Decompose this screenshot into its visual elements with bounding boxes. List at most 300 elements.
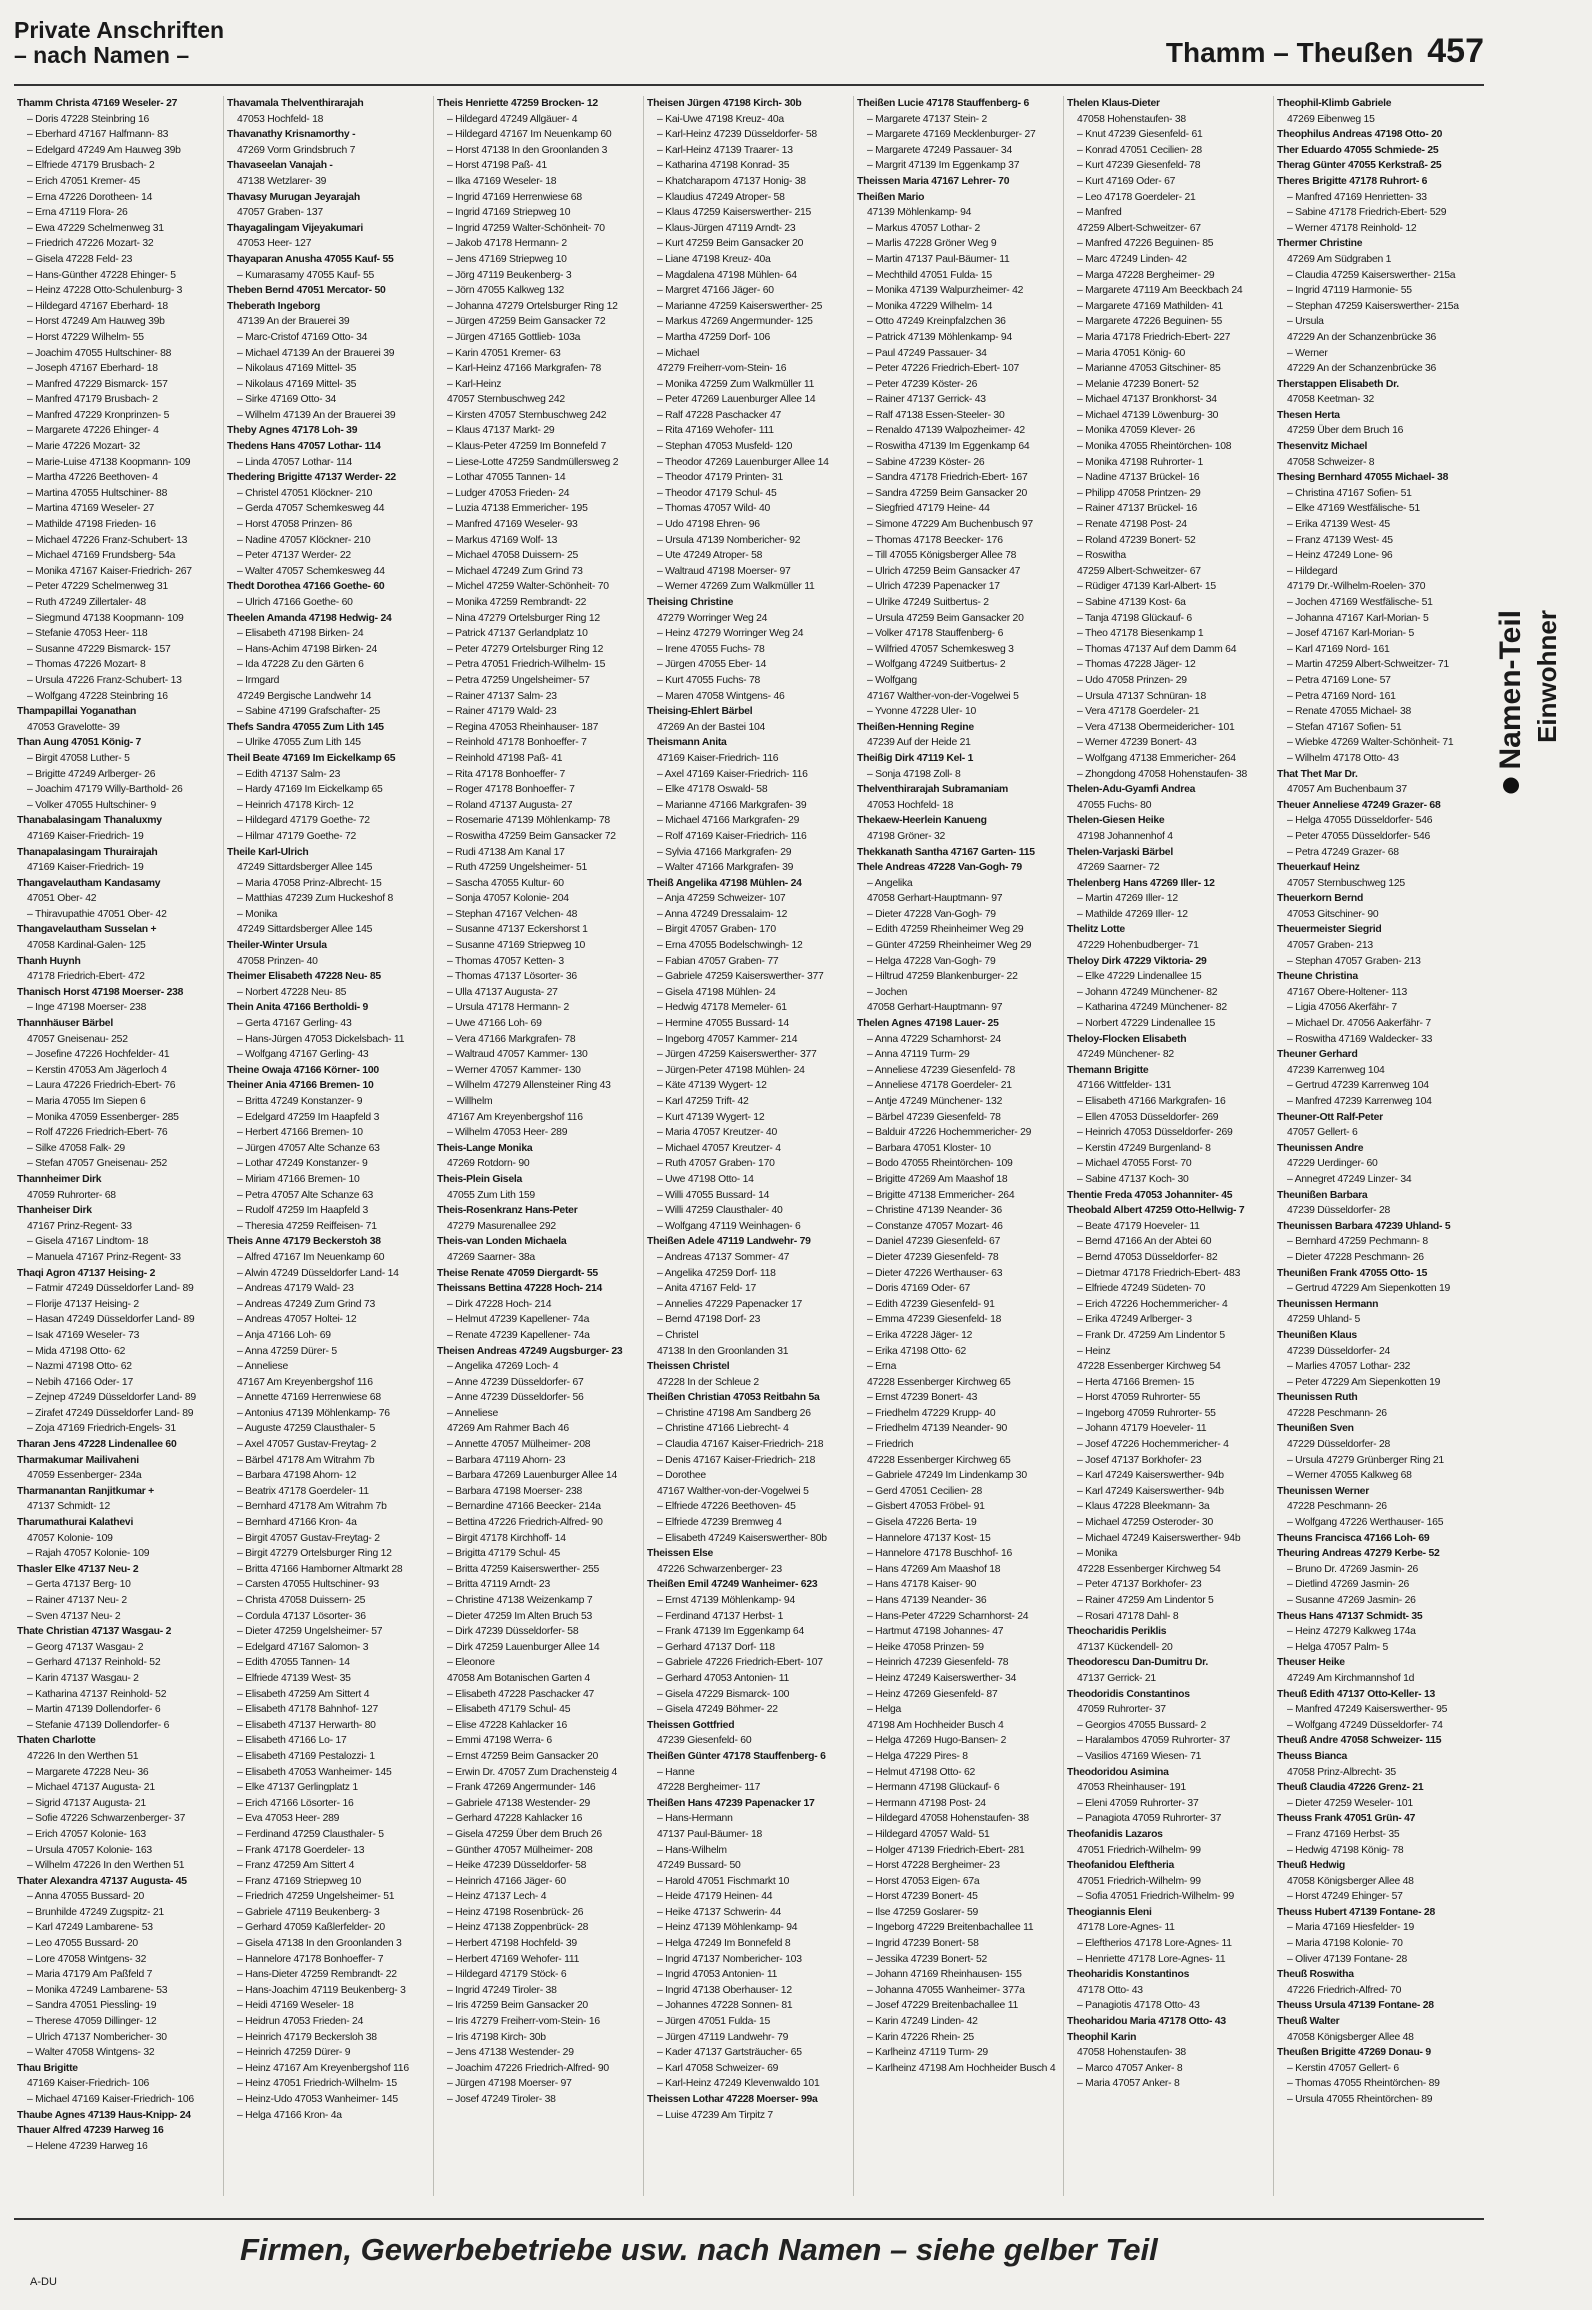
directory-entry: 47178 Lore-Agnes- 11 xyxy=(1077,1922,1175,1934)
directory-entry: – Wilhelm 47279 Allensteiner Ring 43 xyxy=(447,1080,611,1092)
directory-entry: 47269 Vorm Grindsbruch 7 xyxy=(237,144,356,156)
directory-entry: – Brunhilde 47249 Zugspitz- 21 xyxy=(27,1906,164,1918)
directory-entry: – Petra 47169 Lone- 57 xyxy=(1287,674,1391,686)
directory-entry: 47058 Königsberger Allee 48 xyxy=(1287,1875,1414,1887)
directory-entry: – Willi 47259 Clausthaler- 40 xyxy=(657,1205,783,1217)
directory-entry: – Roswitha 47169 Waldecker- 33 xyxy=(1287,1033,1433,1045)
directory-entry: 47269 Am Rahmer Bach 46 xyxy=(447,1423,569,1435)
directory-entry-surname: Theobald Albert 47259 Otto-Hellwig- 7 xyxy=(1067,1205,1245,1217)
directory-entry: – Helga 47229 Pires- 8 xyxy=(867,1750,968,1762)
directory-entry: – Nadine 47057 Klöckner- 210 xyxy=(237,534,371,546)
directory-entry: – Beate 47179 Hoeveler- 11 xyxy=(1077,1220,1200,1232)
directory-entry: 47053 Gravelotte- 39 xyxy=(27,721,120,733)
directory-entry: – Carsten 47055 Hultschiner- 93 xyxy=(237,1579,379,1591)
directory-entry: – Rita 47178 Bonhoeffer- 7 xyxy=(447,768,566,780)
directory-entry-surname: Theißen Günter 47178 Stauffenberg- 6 xyxy=(647,1750,826,1762)
directory-entry-surname: Theis Henriette 47259 Brocken- 12 xyxy=(437,98,598,109)
directory-entry: – Friedrich 47226 Mozart- 32 xyxy=(27,238,154,250)
directory-entry: – Rolf 47226 Friedrich-Ebert- 76 xyxy=(27,1127,168,1139)
directory-entry: – Lore 47058 Wintgens- 32 xyxy=(27,1953,147,1965)
directory-entry: 47138 In den Groonlanden 31 xyxy=(657,1345,789,1357)
directory-entry: – Renate 47198 Post- 24 xyxy=(1077,519,1187,531)
directory-entry: – Monika xyxy=(1077,1548,1118,1560)
directory-entry: 47169 Kaiser-Friedrich- 19 xyxy=(27,830,144,842)
directory-entry-surname: Theloy-Flocken Elisabeth xyxy=(1067,1033,1187,1045)
directory-entry: 47198 Johannenhof 4 xyxy=(1077,830,1173,842)
directory-entry: 47169 Kaiser-Friedrich- 116 xyxy=(657,752,779,764)
directory-column xyxy=(434,96,644,2196)
directory-entry: – Stephan 47259 Kaiserswerther- 215a xyxy=(1287,300,1459,312)
directory-entry: 47269 Am Südgraben 1 xyxy=(1287,253,1392,265)
directory-entry: – Marco 47057 Anker- 8 xyxy=(1077,2062,1183,2074)
directory-entry: – Horst 47228 Bergheimer- 23 xyxy=(867,1860,1000,1872)
directory-entry: – Iris 47259 Beim Gansacker 20 xyxy=(447,2000,588,2012)
directory-entry: – Kurt 47055 Fuchs- 78 xyxy=(657,674,761,686)
directory-entry: – Friedhelm 47229 Krupp- 40 xyxy=(867,1407,996,1419)
directory-entry: – Laura 47226 Friedrich-Ebert- 76 xyxy=(27,1080,176,1092)
directory-entry: – Leo 47055 Bussard- 20 xyxy=(27,1938,138,1950)
directory-entry-surname: Ther Eduardo 47055 Schmiede- 25 xyxy=(1277,144,1439,156)
directory-entry: – Alwin 47249 Düsseldorfer Land- 14 xyxy=(237,1267,399,1279)
directory-entry: – Axel 47169 Kaiser-Friedrich- 116 xyxy=(657,768,808,780)
directory-entry: – Margarete 47169 Mathilden- 41 xyxy=(1077,300,1223,312)
directory-entry: 47169 Kaiser-Friedrich- 19 xyxy=(27,862,144,874)
directory-entry: – Ingrid 47169 Striepweg 10 xyxy=(447,207,571,219)
directory-entry-surname: Theis-Rosenkranz Hans-Peter xyxy=(437,1205,578,1217)
directory-entry: – Monika 47259 Rembrandt- 22 xyxy=(447,597,587,608)
directory-entry: – Vera 47178 Goerdeler- 21 xyxy=(1077,706,1200,718)
directory-entry: 47058 Hohenstaufen- 38 xyxy=(1077,2047,1186,2059)
directory-entry: – Anna 47249 Dressalaim- 12 xyxy=(657,908,788,920)
directory-entry: – Helga 47166 Kron- 4a xyxy=(237,2109,342,2121)
directory-entry: – Horst 47138 In den Groonlanden 3 xyxy=(447,144,608,156)
directory-entry: 47058 Schweizer- 8 xyxy=(1287,456,1375,468)
directory-entry: 47058 Keetman- 32 xyxy=(1287,394,1375,406)
directory-entry: – Marlies 47057 Lothar- 232 xyxy=(1287,1361,1411,1373)
directory-entry-surname: Theby Agnes 47178 Loh- 39 xyxy=(227,425,358,437)
directory-entry: 47058 Gerhart-Hauptmann- 97 xyxy=(867,1002,1003,1014)
directory-entry: – Josef 47249 Tiroler- 38 xyxy=(447,2094,556,2105)
directory-entry: – Maren 47058 Wintgens- 46 xyxy=(657,690,785,702)
directory-entry-surname: Theißen Christian 47053 Reitbahn 5a xyxy=(647,1392,820,1404)
directory-entry: – Thiravupathie 47051 Ober- 42 xyxy=(27,908,167,920)
directory-entry: – Heinz 47249 Kaiserswerther- 34 xyxy=(867,1672,1017,1684)
directory-entry: – Karlheinz 47198 Am Hochheider Busch 4 xyxy=(867,2062,1056,2074)
directory-entry-surname: Theuns Francisca 47166 Loh- 69 xyxy=(1277,1532,1430,1544)
directory-entry: 47058 Prinzen- 40 xyxy=(237,955,318,967)
directory-entry: – Peter 47279 Ortelsburger Ring 12 xyxy=(447,643,604,655)
directory-entry: – Maria 47051 König- 60 xyxy=(1077,347,1186,359)
directory-entry: – Werner 47055 Kalkweg 68 xyxy=(1287,1470,1412,1482)
directory-entry: – Bernhard 47178 Am Witrahm 7b xyxy=(237,1501,387,1513)
directory-entry: – Denis 47167 Kaiser-Friedrich- 218 xyxy=(657,1454,816,1466)
directory-entry: – Wilfried 47057 Schemkesweg 3 xyxy=(867,643,1014,655)
directory-entry: – Margarete 47249 Passauer- 34 xyxy=(867,144,1012,156)
directory-entry: – Wolfgang 47119 Weinhagen- 6 xyxy=(657,1220,801,1232)
directory-entry: – Jürgen 47055 Eber- 14 xyxy=(657,659,767,671)
directory-entry: – Jürgen 47057 Alte Schanze 63 xyxy=(237,1142,380,1154)
directory-entry: – Barbara 47269 Lauenburger Allee 14 xyxy=(447,1470,618,1482)
directory-entry: – Anna 47119 Turm- 29 xyxy=(867,1049,970,1061)
directory-entry: – Wolfgang 47138 Emmericher- 264 xyxy=(1077,752,1236,764)
directory-entry: 47269 Saarner- 72 xyxy=(1077,862,1160,874)
directory-entry-surname: Thanisch Horst 47198 Moerser- 238 xyxy=(17,986,184,998)
directory-entry: – Johann 47249 Münchener- 82 xyxy=(1077,986,1218,998)
directory-entry: – Jörg 47119 Beukenberg- 3 xyxy=(447,269,572,281)
directory-entry: – Wolfgang 47226 Werthauser- 165 xyxy=(1287,1517,1444,1529)
directory-entry: – Klaus-Jürgen 47119 Arndt- 23 xyxy=(657,222,796,234)
directory-entry-surname: Theuß Roswitha xyxy=(1277,1969,1354,1981)
directory-entry: – Wilhelm 47178 Otto- 43 xyxy=(1287,752,1399,764)
directory-entry: – Emmi 47198 Werra- 6 xyxy=(447,1735,552,1747)
side-tab-line2 xyxy=(1494,610,1528,801)
directory-entry: – Susanne 47269 Jasmin- 26 xyxy=(1287,1595,1416,1606)
directory-entry: – Wolfgang 47167 Gerling- 43 xyxy=(237,1049,369,1061)
directory-entry: – Heinz 47249 Lone- 96 xyxy=(1287,550,1393,562)
directory-entry-surname: Theuer Anneliese 47249 Grazer- 68 xyxy=(1277,799,1441,811)
directory-entry: – Ruth 47259 Ungelsheimer- 51 xyxy=(447,862,588,874)
directory-entry: – Susanne 47229 Bismarck- 157 xyxy=(27,643,171,655)
directory-entry: – Jürgen 47165 Gottlieb- 103a xyxy=(447,331,581,343)
directory-entry: – Heinz-Udo 47053 Wanheimer- 145 xyxy=(237,2094,398,2105)
directory-entry: – Anneliese 47239 Giesenfeld- 78 xyxy=(867,1064,1015,1076)
directory-entry: – Annette 47057 Mülheimer- 208 xyxy=(447,1439,591,1451)
directory-entry: – Michael 47055 Forst- 70 xyxy=(1077,1158,1192,1170)
directory-entry-surname: Tharmanantan Ranjitkumar + xyxy=(17,1485,154,1497)
directory-entry: – Heinz 47167 Am Kreyenbergshof 116 xyxy=(237,2062,409,2074)
directory-entry-surname: Theunissen Barbara 47239 Uhland- 5 xyxy=(1277,1220,1451,1232)
directory-entry: – Ursula 47139 Nombericher- 92 xyxy=(657,534,801,546)
name-range-heading xyxy=(1166,32,1484,71)
directory-entry: – Barbara 47119 Ahorn- 23 xyxy=(447,1454,566,1466)
directory-entry: – Klaus 47259 Kaiserswerther- 215 xyxy=(657,207,812,219)
directory-entry-surname: Therstappen Elisabeth Dr. xyxy=(1277,378,1399,390)
directory-entry: – Heinz 47139 Möhlenkamp- 94 xyxy=(657,1922,798,1934)
directory-entry: – Bernhard 47259 Pechmann- 8 xyxy=(1287,1236,1428,1248)
directory-entry: – Elisabeth 47178 Bahnhof- 127 xyxy=(237,1704,378,1716)
directory-entry: 47057 Sternbuschweg 125 xyxy=(1287,877,1405,889)
directory-entry: – Elisabeth 47169 Pestalozzi- 1 xyxy=(237,1750,375,1762)
directory-entry: – Klaudius 47249 Atroper- 58 xyxy=(657,191,785,203)
directory-entry: – Sirke 47169 Otto- 34 xyxy=(237,394,337,406)
directory-entry: – Stefanie 47139 Dollendorfer- 6 xyxy=(27,1719,170,1731)
directory-entry: 47249 Sittardsberger Allee 145 xyxy=(237,924,373,936)
directory-entry: – Britta 47259 Kaiserswerther- 255 xyxy=(447,1563,600,1575)
directory-entry: – Nebih 47166 Oder- 17 xyxy=(27,1376,133,1388)
directory-entry: – Britta 47119 Arndt- 23 xyxy=(447,1579,550,1591)
directory-entry: – Thomas 47226 Mozart- 8 xyxy=(27,659,146,671)
directory-entry-surname: Theissen Lothar 47228 Moerser- 99a xyxy=(647,2094,818,2105)
directory-entry: – Helga 47249 Im Bonnefeld 8 xyxy=(657,1938,791,1950)
directory-entry: – Sonja 47198 Zoll- 8 xyxy=(867,768,961,780)
directory-entry: – Werner 47269 Zum Walkmüller 11 xyxy=(657,581,815,593)
directory-entry-surname: Thekkanath Santha 47167 Garten- 115 xyxy=(857,846,1035,858)
directory-entry: – Jens 47138 Westender- 29 xyxy=(447,2047,574,2059)
directory-entry: 47269 An der Bastei 104 xyxy=(657,721,766,733)
directory-entry: – Friedrich 47259 Ungelsheimer- 51 xyxy=(237,1891,395,1903)
directory-entry-surname: Theodorescu Dan-Dumitru Dr. xyxy=(1067,1657,1209,1669)
directory-entry: 47228 Essenberger Kirchweg 54 xyxy=(1077,1361,1221,1373)
directory-entry: – Ulrich 47166 Goethe- 60 xyxy=(237,597,353,608)
directory-entry: – Gerhard 47053 Antonien- 11 xyxy=(657,1672,790,1684)
directory-entry: – Udo 47198 Ehren- 96 xyxy=(657,519,760,531)
directory-entry: – Lothar 47249 Konstanzer- 9 xyxy=(237,1158,368,1170)
directory-entry: – Nadine 47137 Brückel- 16 xyxy=(1077,472,1200,484)
directory-entry: – Edith 47055 Tannen- 14 xyxy=(237,1657,350,1669)
directory-entry: 47239 Düsseldorfer- 28 xyxy=(1287,1205,1391,1217)
directory-entry: – Bernhard 47166 Kron- 4a xyxy=(237,1517,357,1529)
directory-entry: – Peter 47229 Am Siepenkotten 19 xyxy=(1287,1376,1441,1388)
directory-entry: – Ingeborg 47059 Ruhrorter- 55 xyxy=(1077,1407,1216,1419)
directory-entry: – Theodor 47269 Lauenburger Allee 14 xyxy=(657,456,829,468)
directory-entry: – Peter 47137 Borkhofer- 23 xyxy=(1077,1579,1202,1591)
directory-entry-surname: Theres Brigitte 47178 Ruhrort- 6 xyxy=(1277,175,1428,187)
directory-entry: – Wolfgang 47249 Suitbertus- 2 xyxy=(867,659,1006,671)
directory-entry: – Hannelore 47137 Kost- 15 xyxy=(867,1532,991,1544)
directory-entry: – Johann 47169 Rheinhausen- 155 xyxy=(867,1969,1022,1981)
directory-entry: – Dietmar 47178 Friedrich-Ebert- 483 xyxy=(1077,1267,1241,1279)
directory-entry: – Friedrich xyxy=(867,1439,914,1451)
directory-entry: – Irmgard xyxy=(237,674,280,686)
directory-entry: – Anja 47166 Loh- 69 xyxy=(237,1329,331,1341)
directory-entry: – Edith 47137 Salm- 23 xyxy=(237,768,341,780)
directory-entry: – Gisela 47138 In den Groonlanden 3 xyxy=(237,1938,402,1950)
directory-entry: – Siegmund 47138 Koopmann- 109 xyxy=(27,612,184,624)
directory-entry: – Claudia 47167 Kaiser-Friedrich- 218 xyxy=(657,1439,824,1451)
directory-entry: – Sylvia 47166 Markgrafen- 29 xyxy=(657,846,792,858)
directory-entry: – Ida 47228 Zu den Gärten 6 xyxy=(237,659,364,671)
directory-entry-surname: Theißen Emil 47249 Wanheimer- 623 xyxy=(647,1579,818,1591)
directory-entry: – Heinrich 47259 Dürer- 9 xyxy=(237,2047,351,2059)
directory-entry: – Ursula 47279 Grünberger Ring 21 xyxy=(1287,1454,1444,1466)
directory-entry: – Werner 47239 Bonert- 43 xyxy=(1077,737,1197,749)
directory-entry: – Reinhold 47198 Paß- 41 xyxy=(447,752,563,764)
directory-entry-surname: Theus Hans 47137 Schmidt- 35 xyxy=(1277,1610,1423,1622)
directory-entry: – Wilhelm 47139 An der Brauerei 39 xyxy=(237,409,396,421)
directory-entry: – Gertrud 47229 Am Siepenkotten 19 xyxy=(1287,1283,1451,1295)
directory-column xyxy=(644,96,854,2196)
directory-entry: 47059 Essenberger- 234a xyxy=(27,1470,142,1482)
directory-entry: – Hardy 47169 Im Eickelkamp 65 xyxy=(237,784,383,796)
directory-entry: 47249 Münchener- 82 xyxy=(1077,1049,1174,1061)
directory-entry: – Manuela 47167 Prinz-Regent- 33 xyxy=(27,1251,181,1263)
directory-entry-surname: Thelventhirarajah Subramaniam xyxy=(857,784,1008,796)
directory-entry: – Ingrid 47239 Bonert- 58 xyxy=(867,1938,979,1950)
directory-entry: 47259 Über dem Bruch 16 xyxy=(1287,425,1404,437)
directory-entry: – Hiltrud 47259 Blankenburger- 22 xyxy=(867,971,1018,983)
directory-entry: – Gisbert 47053 Fröbel- 91 xyxy=(867,1501,985,1513)
directory-entry: – Rita 47169 Wehofer- 111 xyxy=(657,425,774,437)
directory-entry: – Hans 47269 Am Maashof 18 xyxy=(867,1563,1001,1575)
directory-entry: – Heinz 47269 Giesenfeld- 87 xyxy=(867,1688,998,1700)
directory-entry: – Panagiotis 47178 Otto- 43 xyxy=(1077,2000,1200,2012)
directory-entry: – Heinz 47279 Kalkweg 174a xyxy=(1287,1626,1416,1638)
directory-entry: – Isak 47169 Weseler- 73 xyxy=(27,1329,140,1341)
directory-entry: – Christa 47058 Duissern- 25 xyxy=(237,1595,366,1606)
side-tab-line1: Einwohner xyxy=(1532,610,1562,743)
directory-entry: 47228 Peschmann- 26 xyxy=(1287,1407,1387,1419)
directory-entry: – Gabriele 47259 Kaiserswerther- 377 xyxy=(657,971,824,983)
directory-entry: – Erich 47057 Kolonie- 163 xyxy=(27,1828,146,1840)
name-range: Thamm – Theußen xyxy=(1165,37,1414,68)
directory-entry: – Brigitte 47269 Am Maashof 18 xyxy=(867,1173,1008,1185)
directory-entry-surname: Thate Christian 47137 Wasgau- 2 xyxy=(17,1626,172,1638)
directory-entry: – Elisabeth 47259 Am Sittert 4 xyxy=(237,1688,370,1700)
directory-entry: – Mathilde 47269 Iller- 12 xyxy=(1077,908,1188,920)
directory-entry: – Melanie 47239 Bonert- 52 xyxy=(1077,378,1199,390)
page-number: 457 xyxy=(1427,32,1484,70)
directory-entry: – Jens 47169 Striepweg 10 xyxy=(447,253,567,265)
directory-entry: – Eleni 47059 Ruhrorter- 37 xyxy=(1077,1797,1199,1809)
directory-entry: – Ralf 47138 Essen-Steeler- 30 xyxy=(867,409,1005,421)
directory-entry: – Marianne 47166 Markgrafen- 39 xyxy=(657,799,807,811)
directory-entry: 47058 Am Botanischen Garten 4 xyxy=(447,1672,590,1684)
directory-entry: – Friedhelm 47139 Neander- 90 xyxy=(867,1423,1008,1435)
directory-entry: 47055 Zum Lith 159 xyxy=(447,1189,535,1201)
directory-entry: – Norbert 47228 Neu- 85 xyxy=(237,986,347,998)
directory-entry: 47239 Giesenfeld- 60 xyxy=(657,1735,752,1747)
directory-entry: – Sofie 47226 Schwarzenberger- 37 xyxy=(27,1813,186,1825)
directory-entry: 47137 Schmidt- 12 xyxy=(27,1501,110,1513)
directory-entry: – Josef 47167 Karl-Morian- 5 xyxy=(1287,628,1414,640)
directory-entry: – Margrit 47139 Im Eggenkamp 37 xyxy=(867,160,1020,172)
directory-entry: – Hildegard 47167 Eberhard- 18 xyxy=(27,300,168,312)
directory-entry: – Margret 47166 Jäger- 60 xyxy=(657,285,774,297)
directory-entry: – Matthias 47239 Zum Huckeshof 8 xyxy=(237,893,394,905)
directory-entry-surname: Theile Karl-Ulrich xyxy=(227,846,309,858)
directory-entry: – Ulrich 47259 Beim Gansacker 47 xyxy=(867,565,1021,577)
directory-entry: – Antonius 47139 Möhlenkamp- 76 xyxy=(237,1407,390,1419)
directory-entry: – Helmut 47239 Kapellener- 74a xyxy=(447,1314,590,1326)
directory-entry: – Kumarasamy 47055 Kauf- 55 xyxy=(237,269,375,281)
directory-entry: – Rainer 47179 Wald- 23 xyxy=(447,706,557,718)
directory-entry: – Martha 47259 Dorf- 106 xyxy=(657,331,770,343)
directory-entry-surname: Theuner Gerhard xyxy=(1277,1049,1358,1061)
directory-entry: – Stefan 47167 Sofien- 51 xyxy=(1287,721,1402,733)
directory-entry: – Peter 47226 Friedrich-Ebert- 107 xyxy=(867,363,1020,375)
directory-entry-surname: Theis-van Londen Michaela xyxy=(437,1236,567,1248)
directory-entry: – Gisela 47229 Bismarck- 100 xyxy=(657,1688,790,1700)
directory-entry-surname: Theis-Plein Gisela xyxy=(437,1173,523,1185)
directory-entry: – Christel xyxy=(657,1329,699,1341)
section-side-tab xyxy=(1488,610,1584,1030)
directory-entry: – Stephan 47167 Velchen- 48 xyxy=(447,908,578,920)
directory-entry: – Ulrike 47249 Suitbertus- 2 xyxy=(867,597,989,608)
directory-entry: – Hildegard 47179 Goethe- 72 xyxy=(237,815,370,827)
directory-entry: – Helmut 47198 Otto- 62 xyxy=(867,1766,976,1778)
directory-entry: – Roswitha 47139 Im Eggenkamp 64 xyxy=(867,441,1030,453)
directory-entry-surname: Theophilus Andreas 47198 Otto- 20 xyxy=(1277,129,1443,141)
directory-entry: – Cordula 47137 Lösorter- 36 xyxy=(237,1610,366,1622)
directory-entry: – Rajah 47057 Kolonie- 109 xyxy=(27,1548,150,1560)
directory-entry: – Hildegard 47057 Wald- 51 xyxy=(867,1828,990,1840)
directory-entry: – Uwe 47166 Loh- 69 xyxy=(447,1018,542,1030)
directory-entry: – Thomas 47055 Rheintörchen- 89 xyxy=(1287,2078,1440,2090)
directory-entry: – Linda 47057 Lothar- 114 xyxy=(237,456,352,468)
directory-entry: – Axel 47057 Gustav-Freytag- 2 xyxy=(237,1439,377,1451)
directory-entry: – Klaus 47228 Bleekmann- 3a xyxy=(1077,1501,1210,1513)
directory-entry: – Regina 47053 Rheinhauser- 187 xyxy=(447,721,599,733)
directory-entry: – Günter 47259 Rheinheimer Weg 29 xyxy=(867,940,1032,952)
directory-entry: 47279 Masurenallee 292 xyxy=(447,1220,556,1232)
directory-entry: – Heinz 47198 Rosenbrück- 26 xyxy=(447,1906,584,1918)
directory-entry: 47228 In der Schleue 2 xyxy=(657,1376,759,1388)
directory-entry-surname: Theberath Ingeborg xyxy=(227,300,321,312)
directory-entry: 47057 Kolonie- 109 xyxy=(27,1532,113,1544)
directory-entry: – Elfriede 47139 West- 35 xyxy=(237,1672,351,1684)
directory-entry: – Jessika 47239 Bonert- 52 xyxy=(867,1953,987,1965)
directory-entry: – Manfred 47239 Karrenweg 104 xyxy=(1287,1096,1432,1107)
directory-entry: – Frank 47178 Goerdeler- 13 xyxy=(237,1844,365,1856)
directory-entry: – Heinz 47137 Lech- 4 xyxy=(447,1891,547,1903)
directory-entry: – Helga 47055 Düsseldorfer- 546 xyxy=(1287,815,1433,827)
directory-entry: 47198 Am Hochheider Busch 4 xyxy=(867,1719,1004,1731)
directory-entry-surname: Theuerkauf Heinz xyxy=(1277,862,1360,874)
directory-entry: – Karin 47051 Kremer- 63 xyxy=(447,347,561,359)
directory-entry: – Heinrich 47179 Beckersloh 38 xyxy=(237,2031,377,2043)
directory-entry: – Peter 47137 Werder- 22 xyxy=(237,550,351,562)
directory-entry: – Sandra 47259 Beim Gansacker 20 xyxy=(867,487,1028,499)
directory-entry-surname: Thanabalasingam Thanaluxmy xyxy=(17,815,162,827)
directory-entry: – Horst 47058 Prinzen- 86 xyxy=(237,519,353,531)
directory-entry-surname: Theise Renate 47059 Diergardt- 55 xyxy=(437,1267,598,1279)
directory-entry: – Monika 47249 Lambarene- 53 xyxy=(27,1984,168,1996)
directory-entry: 47139 Möhlenkamp- 94 xyxy=(867,207,972,219)
directory-entry: – Ingeborg 47229 Breitenbachallee 11 xyxy=(867,1922,1034,1934)
directory-entry: – Hannelore 47178 Buschhof- 16 xyxy=(867,1548,1013,1560)
directory-entry: 47167 Am Kreyenbergshof 116 xyxy=(237,1376,373,1388)
directory-entry: – Elke 47178 Oswald- 58 xyxy=(657,784,768,796)
directory-entry-surname: Thasler Elke 47137 Neu- 2 xyxy=(17,1563,139,1575)
directory-entry-surname: Theißig Dirk 47119 Kel- 1 xyxy=(857,752,974,764)
directory-entry-surname: Thanh Huynh xyxy=(17,955,81,967)
directory-entry: – Zejnep 47249 Düsseldorfer Land- 89 xyxy=(27,1392,196,1404)
directory-entry: – Philipp 47058 Printzen- 29 xyxy=(1077,487,1201,499)
directory-entry-surname: Theben Bernd 47051 Mercator- 50 xyxy=(227,285,386,297)
directory-entry: – Ingrid 47169 Herrenwiese 68 xyxy=(447,191,582,203)
directory-entry: – Magdalena 47198 Mühlen- 64 xyxy=(657,269,797,281)
directory-entry: – Margarete 47226 Beguinen- 55 xyxy=(1077,316,1223,328)
directory-entry: 47166 Wittfelder- 131 xyxy=(1077,1080,1172,1092)
directory-entry: – Karl 47169 Nord- 161 xyxy=(1287,643,1390,655)
directory-entry: – Angelika 47259 Dorf- 118 xyxy=(657,1267,776,1279)
directory-entry: – Norbert 47229 Lindenallee 15 xyxy=(1077,1018,1216,1030)
directory-entry: – Ulrich 47239 Papenacker 17 xyxy=(867,581,1000,593)
directory-entry: – Monika 47139 Walpurzheimer- 42 xyxy=(867,285,1024,297)
directory-entry: – Fatmir 47249 Düsseldorfer Land- 89 xyxy=(27,1283,194,1295)
directory-entry: – Yvonne 47228 Uler- 10 xyxy=(867,706,977,718)
directory-entry: – Hans-Joachim 47119 Beukenberg- 3 xyxy=(237,1984,406,1996)
directory-entry: – Gerhard 47228 Kahlacker 16 xyxy=(447,1813,583,1825)
directory-entry: – Hildegard 47058 Hohenstaufen- 38 xyxy=(867,1813,1029,1825)
directory-entry: – Michael 47057 Kreutzer- 4 xyxy=(657,1142,781,1154)
directory-entry: 47167 Obere-Holtener- 113 xyxy=(1287,986,1408,998)
directory-entry: – Ursula 47137 Schnüran- 18 xyxy=(1077,690,1206,702)
directory-entry: – Josef 47229 Breitenbachallee 11 xyxy=(867,2000,1018,2012)
directory-entry: – Knut 47239 Giesenfeld- 61 xyxy=(1077,129,1203,141)
directory-entry-surname: Thau Brigitte xyxy=(17,2062,78,2074)
directory-entry: – Kerstin 47249 Burgenland- 8 xyxy=(1077,1142,1211,1154)
directory-entry: – Monika xyxy=(237,908,278,920)
directory-entry: – Ernst 47259 Beim Gansacker 20 xyxy=(447,1750,599,1762)
directory-entry: – Christina 47167 Sofien- 51 xyxy=(1287,487,1412,499)
directory-entry: – Maria 47057 Anker- 8 xyxy=(1077,2078,1180,2090)
directory-entry: – Oliver 47139 Fontane- 28 xyxy=(1287,1953,1407,1965)
directory-entry: – Heinrich 47053 Düsseldorfer- 269 xyxy=(1077,1127,1233,1139)
directory-entry: – Florije 47137 Heising- 2 xyxy=(27,1298,139,1310)
directory-entry: 47178 Friedrich-Ebert- 472 xyxy=(27,971,145,983)
directory-entry: – Karl 47259 Trift- 42 xyxy=(657,1096,749,1107)
